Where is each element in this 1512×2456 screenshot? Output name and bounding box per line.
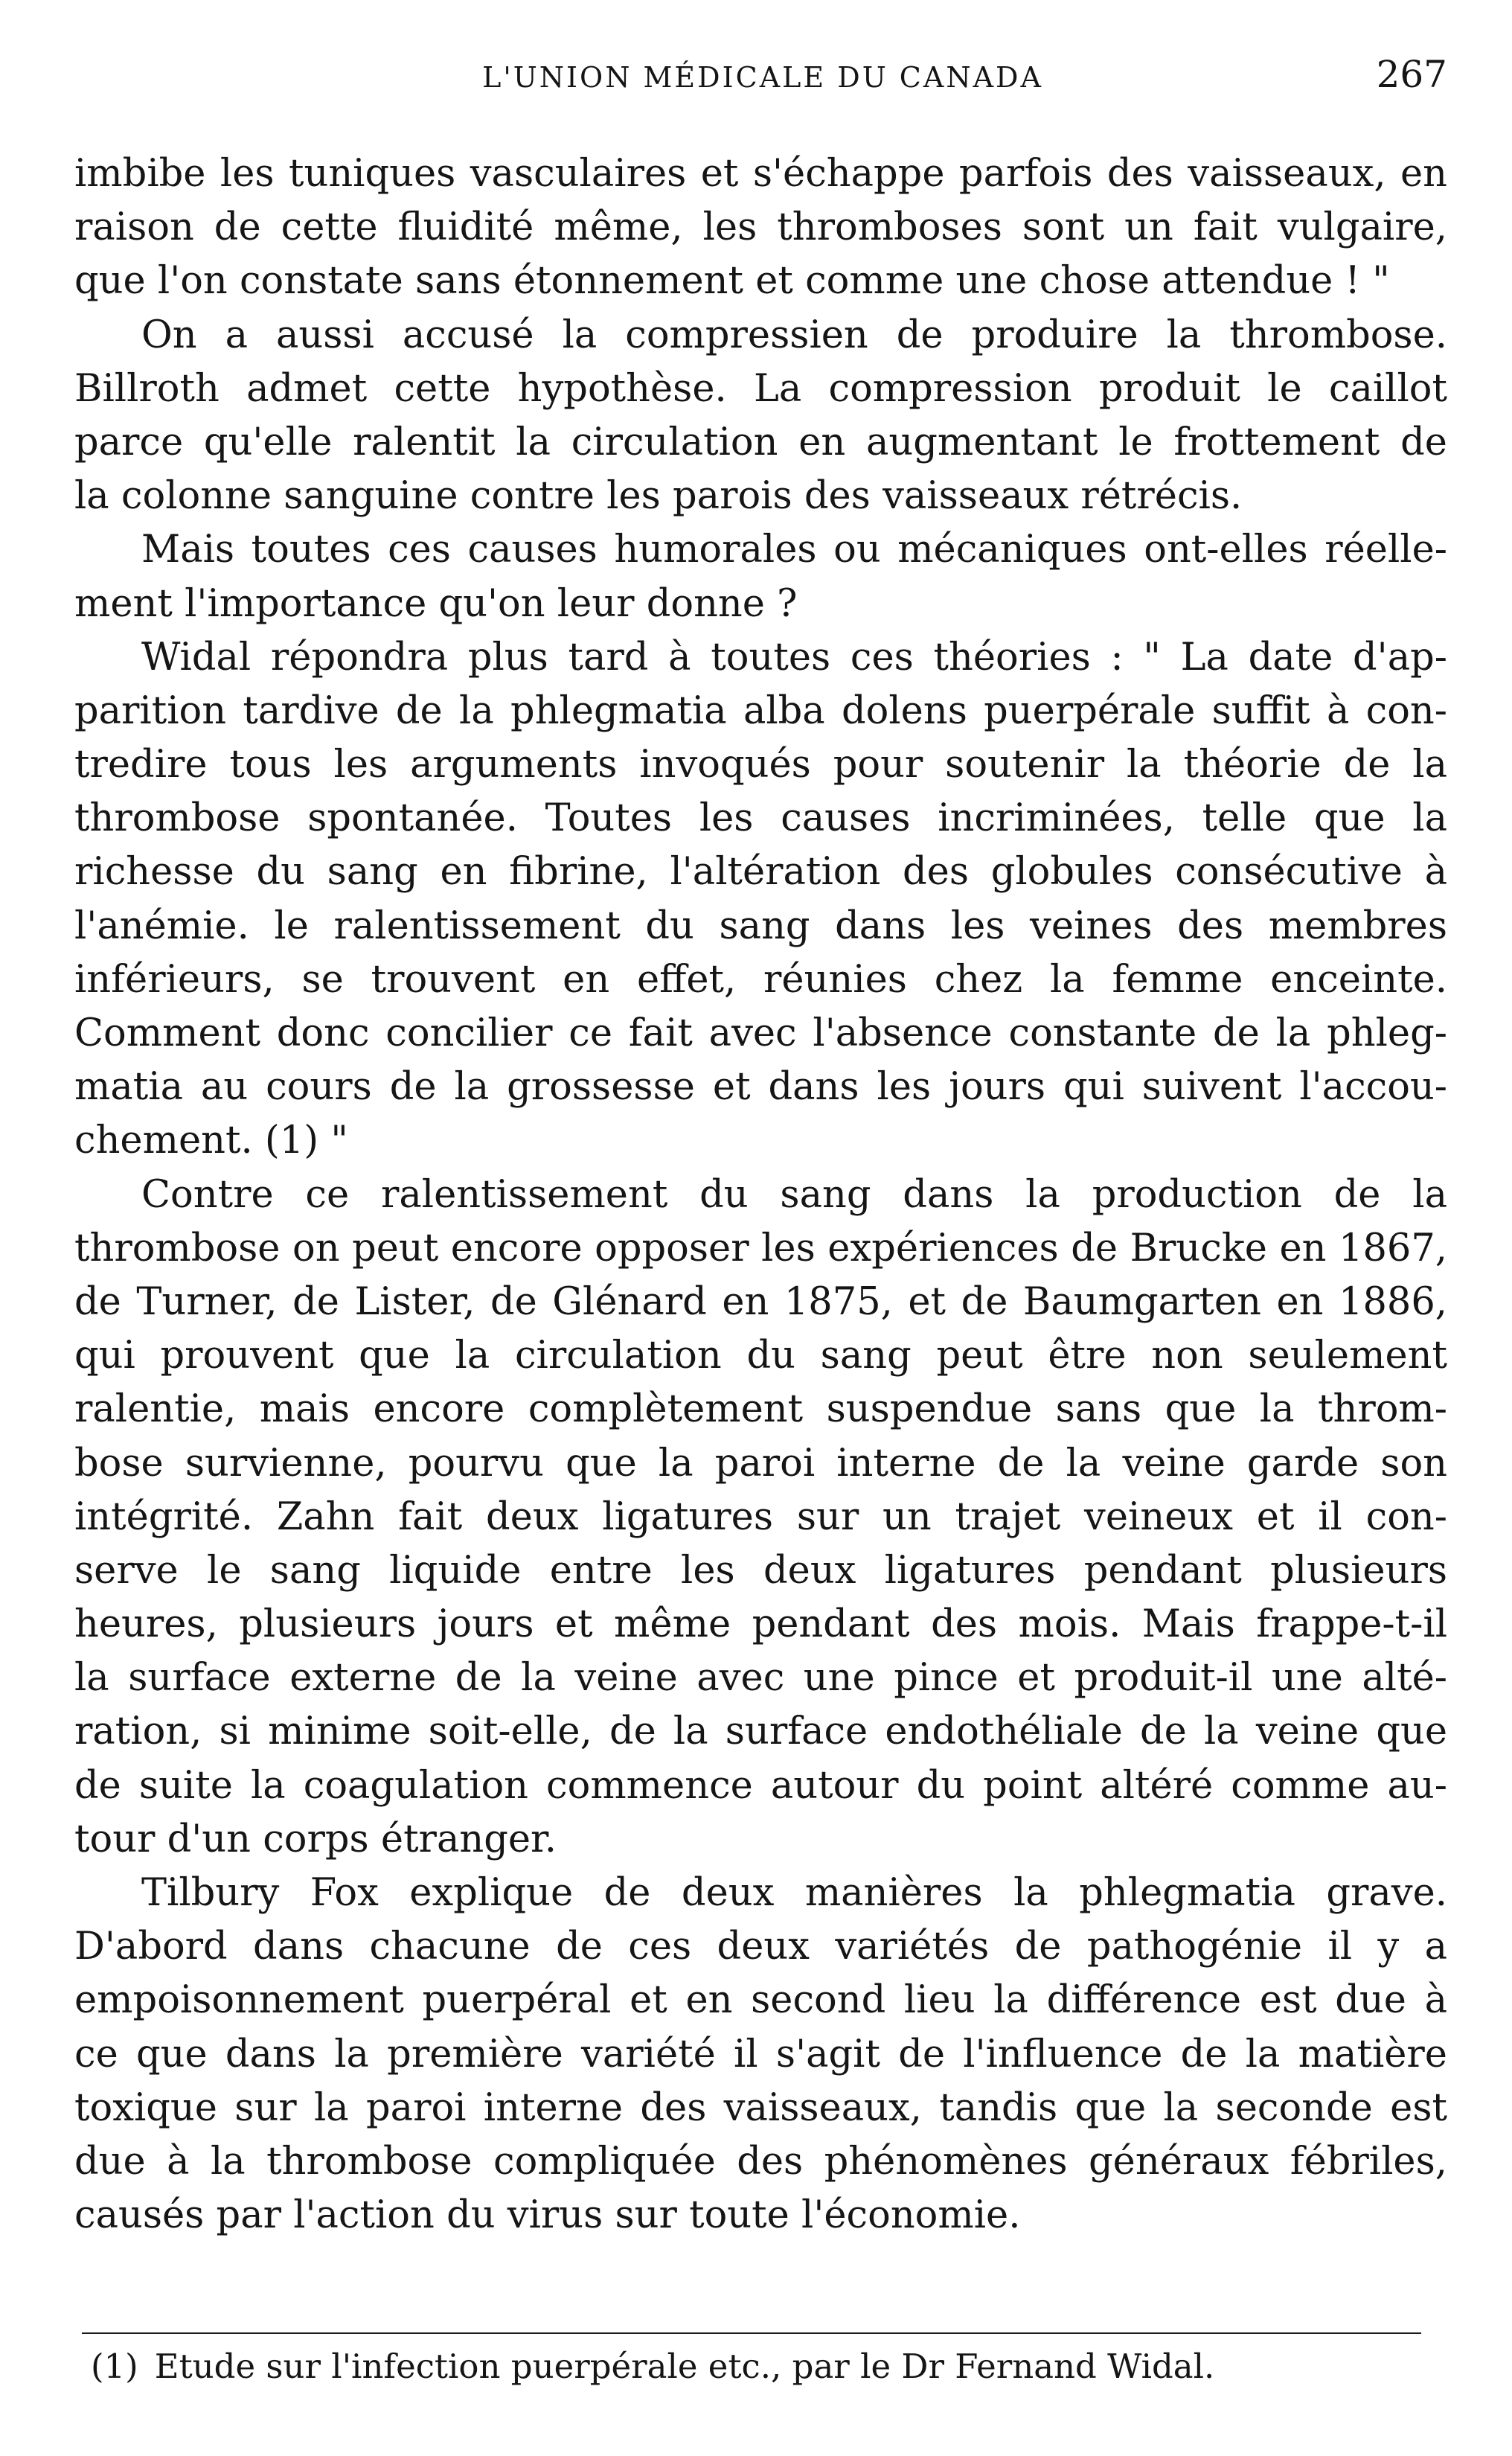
text-line: Comment donc concilier ce fait avec l'absence constante de la phleg-: [74, 1011, 1447, 1055]
text-line: toxique sur la paroi interne des vaisseaux, tandis que la seconde est: [74, 2085, 1447, 2130]
text-line: parce qu'elle ralentit la circulation en augmentant le frottement de: [74, 420, 1447, 464]
text-line: Contre ce ralentissement du sang dans la production de la: [141, 1172, 1447, 1217]
text-line: Mais toutes ces causes humorales ou mécaniques ont-elles réelle-: [141, 528, 1447, 572]
text-line: ce que dans la première variété il s'agit de l'influence de la matière: [74, 2032, 1447, 2076]
text-line: causés par l'action du virus sur toute l'économie.: [74, 2193, 1021, 2238]
text-line: serve le sang liquide entre les deux ligatures pendant plusieurs: [74, 1548, 1447, 1593]
footnote-divider: [82, 2332, 1421, 2334]
text-line: matia au cours de la grossesse et dans les jours qui suivent l'accou-: [74, 1065, 1447, 1110]
text-line: que l'on constate sans étonnement et comme une chose attendue ! ": [74, 259, 1390, 304]
page-header: [78, 53, 1447, 108]
text-line: chement. (1) ": [74, 1119, 348, 1163]
footnote-text: Etude sur l'infection puerpérale etc., par le Dr Fernand Widal.: [154, 2347, 1215, 2386]
text-line: richesse du sang en fibrine, l'altération des globules consécutive à: [74, 850, 1447, 895]
text-line: ration, si minime soit-elle, de la surface endothéliale de la veine que: [74, 1710, 1447, 1754]
body-text: [74, 147, 1447, 2242]
text-line: qui prouvent que la circulation du sang peut être non seulement: [74, 1334, 1447, 1378]
text-line: parition tardive de la phlegmatia alba dolens puerpérale suffit à con-: [74, 688, 1447, 733]
text-line: ralentie, mais encore complètement suspendue sans que la throm-: [74, 1387, 1447, 1432]
text-line: Billroth admet cette hypothèse. La compression produit le caillot: [74, 366, 1447, 411]
text-line: de suite la coagulation commence autour du point altéré comme au-: [74, 1763, 1447, 1808]
footnote: [91, 2344, 1423, 2389]
text-line: D'abord dans chacune de ces deux variétés de pathogénie il y a: [74, 1925, 1447, 1969]
text-line: inférieurs, se trouvent en effet, réunies chez la femme enceinte.: [74, 957, 1447, 1002]
text-line: la colonne sanguine contre les parois des vaisseaux rétrécis.: [74, 474, 1243, 519]
text-line: ment l'importance qu'on leur donne ?: [74, 581, 798, 626]
text-line: l'anémie. le ralentissement du sang dans les veines des membres: [74, 904, 1447, 948]
text-line: tour d'un corps étranger.: [74, 1817, 557, 1861]
text-line: On a aussi accusé la compressien de produire la thrombose.: [141, 313, 1447, 357]
text-line: Widal répondra plus tard à toutes ces théories : " La date d'ap-: [141, 635, 1447, 679]
text-line: tredire tous les arguments invoqués pour soutenir la théorie de la: [74, 743, 1447, 787]
text-line: raison de cette fluidité même, les thromboses sont un fait vulgaire,: [74, 205, 1447, 250]
text-line: intégrité. Zahn fait deux ligatures sur un trajet veineux et il con-: [74, 1494, 1447, 1539]
text-line: thrombose spontanée. Toutes les causes incriminées, telle que la: [74, 796, 1447, 841]
footnote-marker: (1): [91, 2347, 138, 2386]
text-line: heures, plusieurs jours et même pendant des mois. Mais frappe-t-il: [74, 1602, 1447, 1647]
text-line: de Turner, de Lister, de Glénard en 1875, et de Baumgarten en 1886,: [74, 1279, 1447, 1324]
text-line: la surface externe de la veine avec une pince et produit-il une alté-: [74, 1656, 1447, 1701]
text-line: due à la thrombose compliquée des phénomènes généraux fébriles,: [74, 2139, 1447, 2184]
text-line: thrombose on peut encore opposer les expériences de Brucke en 1867,: [74, 1226, 1447, 1270]
text-line: Tilbury Fox explique de deux manières la phlegmatia grave.: [141, 1871, 1447, 1915]
running-title: L'UNION MÉDICALE DU CANADA: [482, 61, 1043, 94]
text-line: empoisonnement puerpéral et en second lieu la différence est due à: [74, 1978, 1447, 2023]
text-line: imbibe les tuniques vasculaires et s'échappe parfois des vaisseaux, en: [74, 152, 1447, 196]
page-number: 267: [1376, 53, 1447, 96]
text-line: bose survienne, pourvu que la paroi interne de la veine garde son: [74, 1441, 1447, 1486]
